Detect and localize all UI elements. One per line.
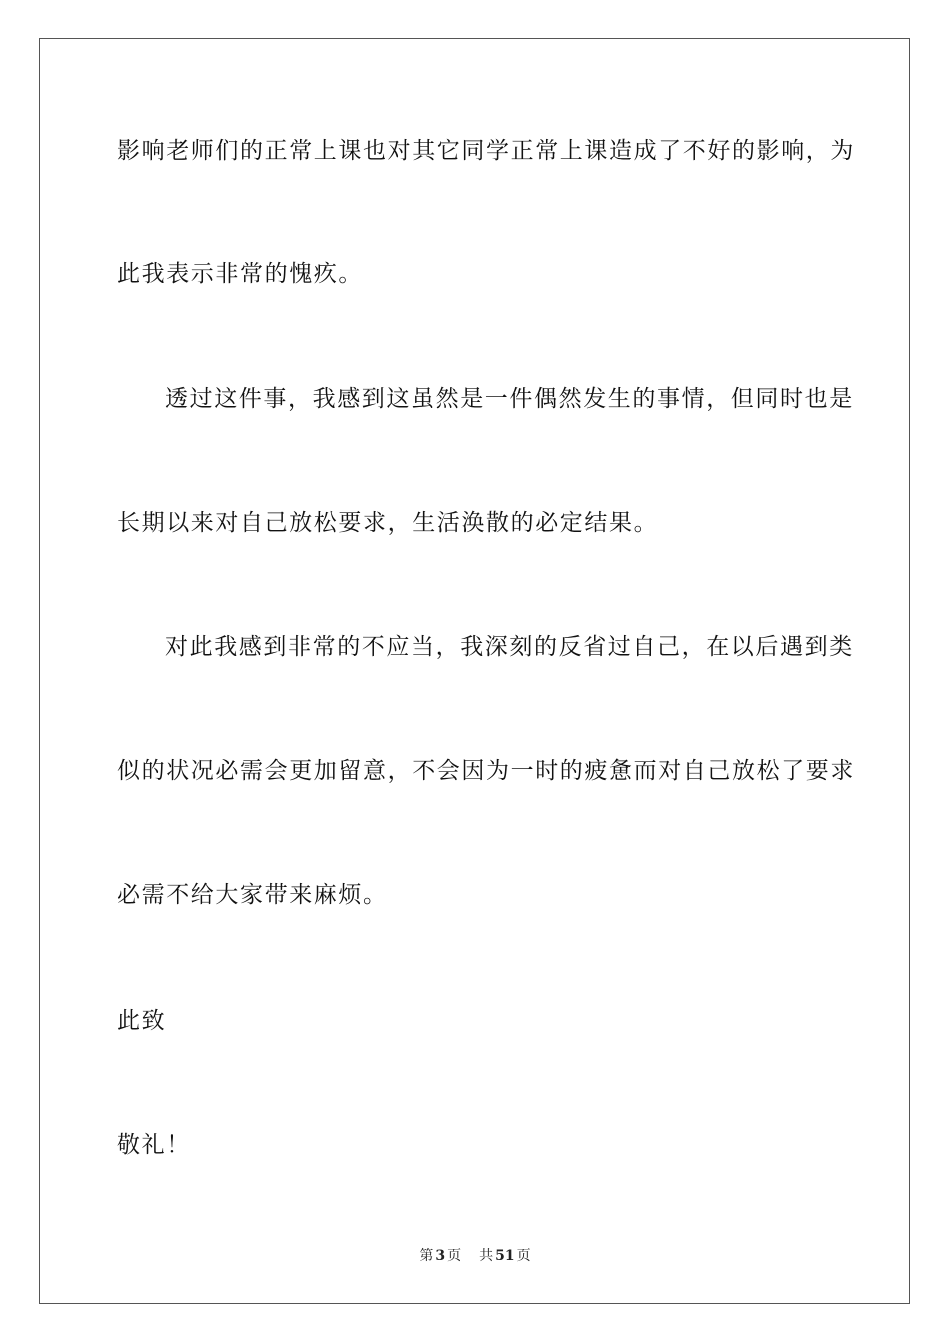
total-suffix: 页 — [516, 1248, 531, 1264]
text-line-3: 透过这件事，我感到这虽然是一件偶然发生的事情，但同时也是 — [165, 386, 854, 412]
page-prefix: 第 — [419, 1248, 434, 1264]
total-pages: 51 — [495, 1248, 515, 1264]
page-frame — [39, 38, 910, 1304]
text-line-4: 长期以来对自己放松要求，生活涣散的必定结果。 — [117, 510, 659, 536]
page-suffix: 页 — [447, 1248, 462, 1264]
text-line-7: 必需不给大家带来麻烦。 — [117, 882, 388, 908]
text-line-2: 此我表示非常的愧疚。 — [117, 261, 363, 287]
page-footer — [0, 1247, 950, 1265]
text-line-1: 影响老师们的正常上课也对其它同学正常上课造成了不好的影响，为 — [117, 138, 855, 164]
closing-regards: 敬礼！ — [117, 1132, 191, 1158]
closing-salutation: 此致 — [117, 1008, 167, 1034]
total-prefix: 共 — [479, 1248, 494, 1264]
page-number: 3 — [435, 1248, 446, 1264]
text-line-5: 对此我感到非常的不应当，我深刻的反省过自己，在以后遇到类 — [165, 634, 854, 660]
text-line-6: 似的状况必需会更加留意，不会因为一时的疲惫而对自己放松了要求 — [117, 758, 855, 784]
